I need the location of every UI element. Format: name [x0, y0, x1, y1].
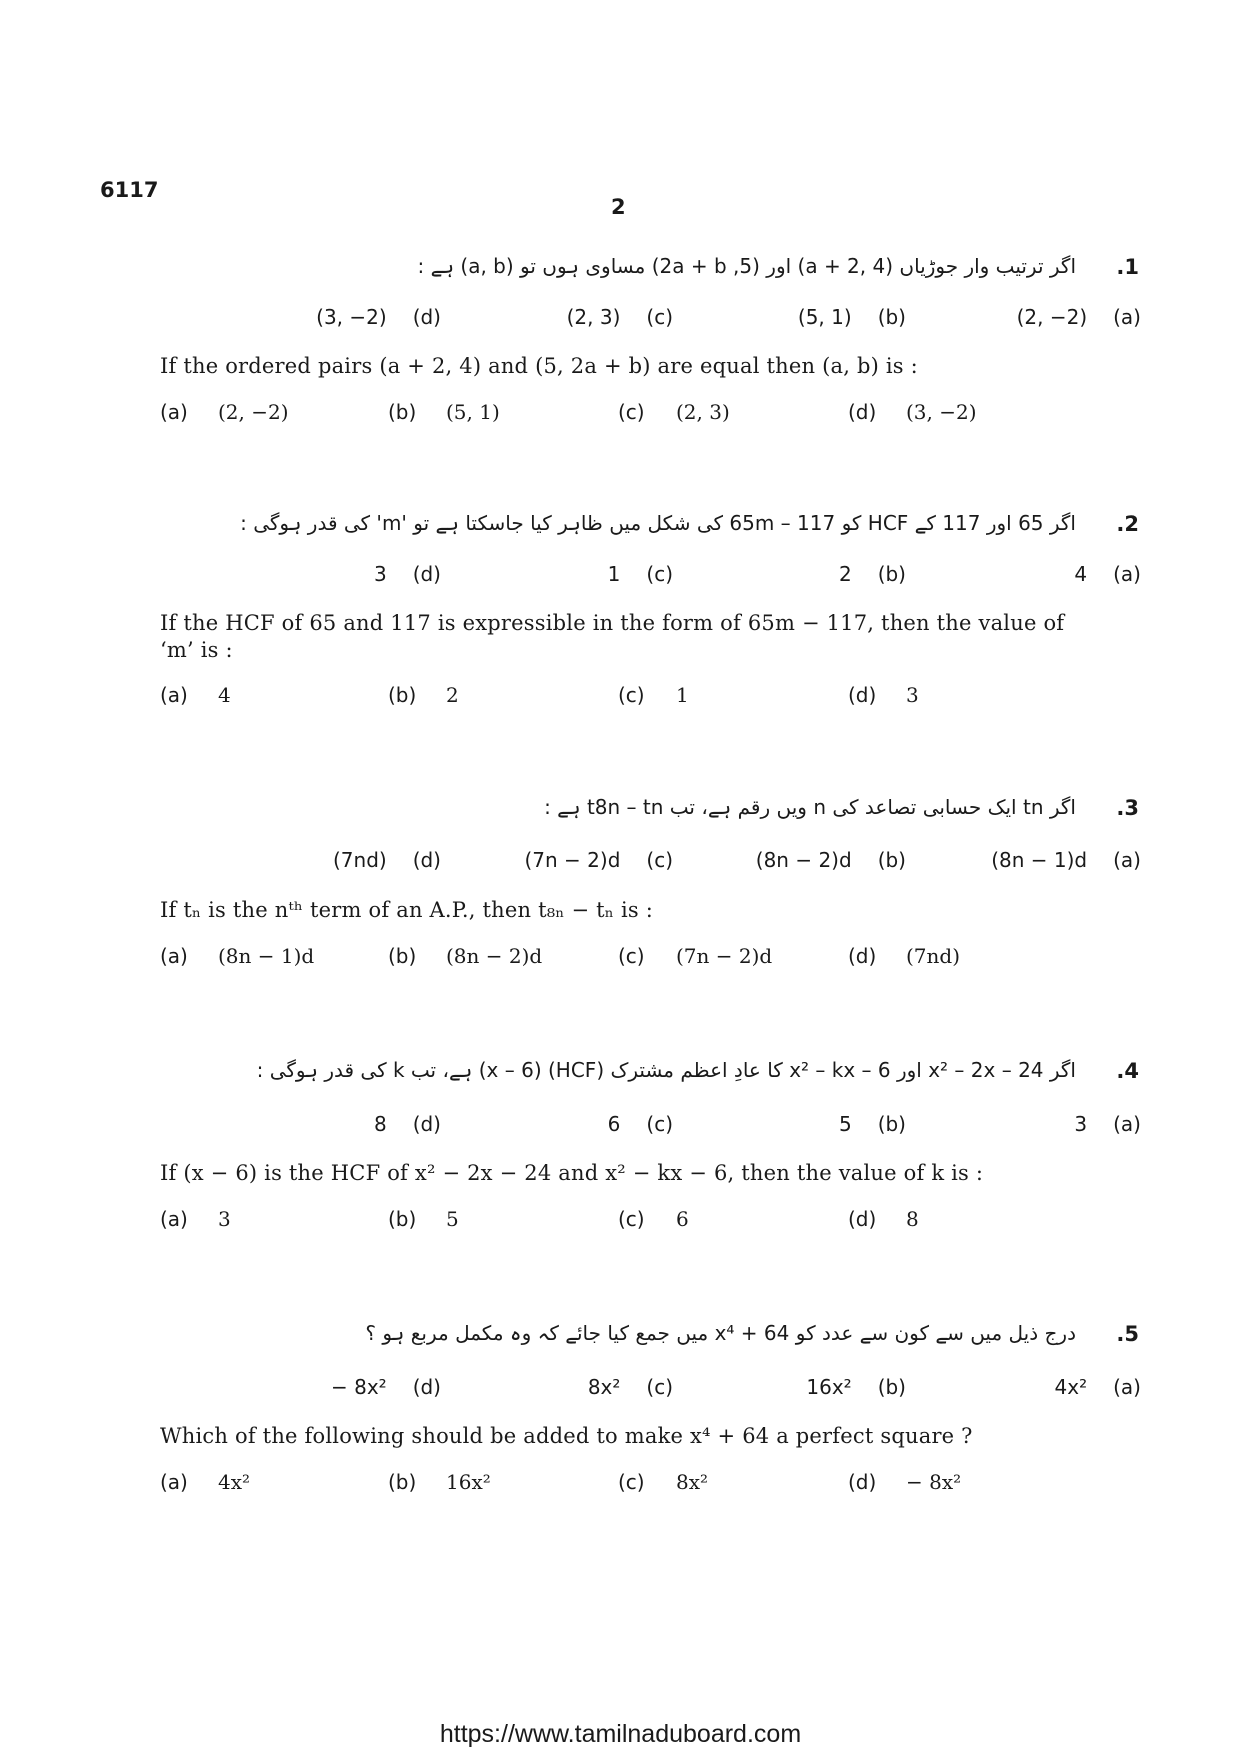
option-d: (d) − 8x² [848, 1470, 962, 1494]
urdu-option-b: 2 (b) [838, 562, 906, 586]
question-english-text: Which of the following should be added to make x⁴ + 64 a perfect square ? [160, 1424, 973, 1448]
page-number: 2 [611, 195, 626, 219]
urdu-options [150, 562, 1141, 592]
option-b: (b) 2 [388, 683, 459, 707]
urdu-option-c: 8x² (c) [587, 1375, 673, 1399]
urdu-option-c: 1 (c) [607, 562, 673, 586]
question-urdu-text: اگر tn ایک حسابی تصاعد کی n ویں رقم ہے، تب t8n – tn ہے : [544, 795, 1076, 819]
question-number: .4 [1116, 1059, 1139, 1083]
option-a: (a) 3 [160, 1207, 231, 1231]
option-d: (d) (3, −2) [848, 400, 977, 424]
urdu-option-a: (2, −2) (a) [1016, 305, 1141, 329]
option-d: (d) (7nd) [848, 944, 961, 968]
question-english-text: If tₙ is the nᵗʰ term of an A.P., then t₈ₙ − tₙ is : [160, 898, 654, 922]
question-number: .3 [1116, 796, 1139, 820]
question-urdu-text: اگر ترتیب وار جوڑیاں (a + 2, 4) اور (5, 2a + b) مساوی ہوں تو (a, b) ہے : [417, 254, 1076, 278]
urdu-option-b: 5 (b) [838, 1112, 906, 1136]
question-urdu-text: درج ذیل میں سے کون سے عدد کو x⁴ + 64 میں جمع کیا جائے کہ وہ مکمل مربع ہو ؟ [365, 1321, 1076, 1345]
urdu-option-d: (3, −2) (d) [316, 305, 441, 329]
question-english-text: If the ordered pairs (a + 2, 4) and (5, 2a + b) are equal then (a, b) is : [160, 354, 918, 378]
footer-url: https://www.tamilnaduboard.com [439, 1720, 802, 1748]
question-english-text: If (x − 6) is the HCF of x² − 2x − 24 and x² − kx − 6, then the value of k is : [160, 1161, 984, 1185]
option-d: (d) 8 [848, 1207, 919, 1231]
option-c: (c) 8x² [618, 1470, 709, 1494]
option-c: (c) 6 [618, 1207, 689, 1231]
english-options [160, 944, 1085, 974]
urdu-options [150, 848, 1141, 878]
option-a: (a) 4x² [160, 1470, 251, 1494]
option-b: (b) (8n − 2)d [388, 944, 543, 968]
english-options [160, 683, 1085, 713]
question-number: .5 [1116, 1322, 1139, 1346]
urdu-option-d: − 8x² (d) [330, 1375, 441, 1399]
option-a: (a) (2, −2) [160, 400, 289, 424]
urdu-option-d: 3 (d) [373, 562, 441, 586]
option-b: (b) 16x² [388, 1470, 491, 1494]
urdu-option-c: 6 (c) [607, 1112, 673, 1136]
question-number: .1 [1116, 255, 1139, 279]
urdu-options [150, 305, 1141, 335]
urdu-option-b: 16x² (b) [806, 1375, 906, 1399]
option-b: (b) (5, 1) [388, 400, 500, 424]
urdu-option-c: (2, 3) (c) [566, 305, 673, 329]
urdu-option-c: (7n − 2)d (c) [524, 848, 673, 872]
english-options [160, 400, 1085, 430]
question-number: .2 [1116, 512, 1139, 536]
urdu-options [150, 1112, 1141, 1142]
question-english-text: If the HCF of 65 and 117 is expressible in the form of 65m − 117, then the value of ‘m’ is : [160, 611, 1065, 662]
urdu-option-a: 4x² (a) [1054, 1375, 1141, 1399]
option-c: (c) (7n − 2)d [618, 944, 773, 968]
urdu-option-d: (7nd) (d) [332, 848, 441, 872]
option-a: (a) (8n − 1)d [160, 944, 315, 968]
english-options [160, 1207, 1085, 1237]
urdu-option-a: 4 (a) [1074, 562, 1141, 586]
option-c: (c) 1 [618, 683, 689, 707]
urdu-option-a: (8n − 1)d (a) [991, 848, 1141, 872]
english-options [160, 1470, 1085, 1500]
option-c: (c) (2, 3) [618, 400, 730, 424]
urdu-option-b: (8n − 2)d (b) [755, 848, 906, 872]
option-b: (b) 5 [388, 1207, 459, 1231]
urdu-option-b: (5, 1) (b) [797, 305, 906, 329]
option-d: (d) 3 [848, 683, 919, 707]
urdu-option-d: 8 (d) [373, 1112, 441, 1136]
urdu-options [150, 1375, 1141, 1405]
question-urdu-text: اگر x² – 2x – 24 اور x² – kx – 6 کا عادِ اعظم مشترک (HCF) (x – 6) ہے، تب k کی قدر ہوگی : [256, 1058, 1076, 1082]
urdu-option-a: 3 (a) [1074, 1112, 1141, 1136]
question-urdu-text: اگر 65 اور 117 کے HCF کو 65m – 117 کی شکل میں ظاہر کیا جاسکتا ہے تو 'm' کی قدر ہوگی : [240, 511, 1076, 535]
paper-code: 6117 [100, 178, 159, 202]
option-a: (a) 4 [160, 683, 231, 707]
